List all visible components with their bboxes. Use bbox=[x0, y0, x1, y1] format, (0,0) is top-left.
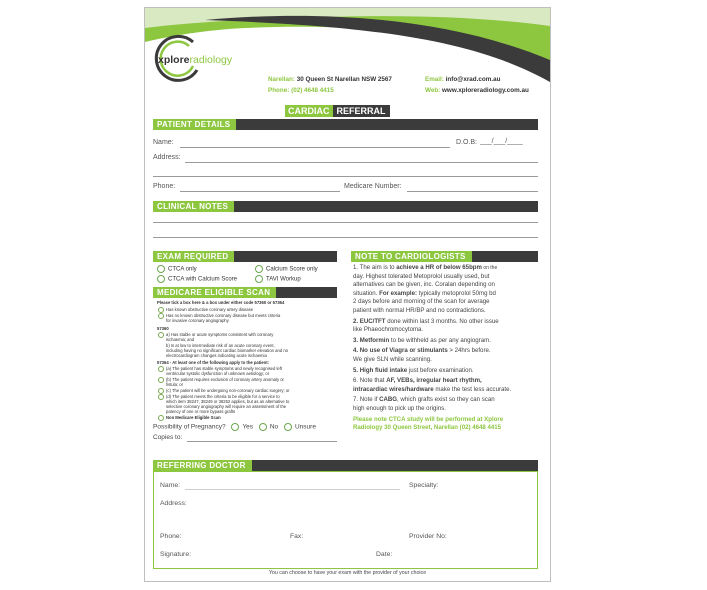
doctor-fax-label: Fax: bbox=[290, 533, 304, 540]
patient-address-field[interactable] bbox=[185, 162, 538, 163]
clinical-notes-line1[interactable] bbox=[153, 222, 538, 223]
patient-name-field[interactable] bbox=[180, 147, 450, 148]
tavi-checkbox[interactable] bbox=[255, 275, 263, 283]
contact-phone: Phone: (02) 4648 4415 bbox=[268, 87, 334, 94]
copies-to-field[interactable] bbox=[187, 441, 337, 442]
patient-address-label: Address: bbox=[153, 154, 181, 161]
doctor-specialty-label: Specialty: bbox=[409, 482, 439, 489]
patient-medicare-label: Medicare Number: bbox=[344, 183, 402, 190]
clinical-notes-line2[interactable] bbox=[153, 237, 538, 238]
referring-doctor-header: REFERRING DOCTOR bbox=[153, 460, 538, 471]
pregnancy-row bbox=[153, 423, 316, 431]
referral-form-page bbox=[144, 7, 551, 582]
code-57360-b2: including having no significant cardiac biomarker elevation and no bbox=[166, 348, 288, 353]
patient-address-line2[interactable] bbox=[153, 176, 538, 177]
code-57364-d2: which item 38247, 38249 or 38252 applies, but as an alternative to bbox=[166, 399, 290, 404]
patient-phone-field[interactable] bbox=[180, 191, 340, 192]
code-57360: 57360 bbox=[157, 326, 169, 331]
pregnancy-no-label: No bbox=[269, 423, 279, 431]
code-57364-d3: selective coronary angiography will require an assessment of the bbox=[166, 404, 287, 409]
patient-medicare-field[interactable] bbox=[407, 191, 538, 192]
contact-email: Email: info@xrad.com.au bbox=[425, 76, 501, 83]
note-footer-1: Please note CTCA study will be performed at Xplore bbox=[353, 415, 504, 423]
no-known-cad-checkbox[interactable] bbox=[158, 313, 164, 319]
note-footer-2: Radiology 30 Queen Street, Narellan (02) 4648 4415 bbox=[353, 424, 502, 432]
code-57364-d4: patency of one or more bypass grafts bbox=[166, 409, 236, 414]
note-cardiologists-header: NOTE TO CARDIOLOGISTS bbox=[351, 251, 538, 262]
referring-doctor-box bbox=[153, 471, 538, 569]
code-57364-a: (a) The patient has stable symptoms and newly recognised left bbox=[166, 366, 283, 371]
code-57364-b2: fistula; or bbox=[166, 382, 183, 387]
exam-option-tavi[interactable]: TAVI Workup bbox=[255, 275, 301, 283]
exam-option-ctca[interactable]: CTCA only bbox=[157, 265, 197, 273]
pregnancy-label: Possibility of Pregnancy? bbox=[153, 423, 226, 431]
medicare-instruction: Please tick a box here & a box under either code 57360 or 57364 bbox=[157, 300, 285, 305]
code-57360-a: a) Has stable or acute symptoms consistent with coronary bbox=[166, 332, 274, 337]
patient-phone-label: Phone: bbox=[153, 183, 176, 190]
pregnancy-yes-radio[interactable] bbox=[231, 423, 239, 431]
code-57364-d-checkbox[interactable] bbox=[158, 394, 164, 400]
patient-dob-label: D.O.B: bbox=[456, 139, 478, 146]
patient-name-label: Name: bbox=[153, 139, 174, 146]
title-cardiac: CARDIAC bbox=[285, 105, 333, 117]
contact-web: Web: www.xploreradiology.com.au bbox=[425, 87, 529, 94]
medicare-scan-header: MEDICARE ELIGIBLE SCAN bbox=[153, 287, 337, 298]
ctca-checkbox[interactable] bbox=[157, 265, 165, 273]
logo-text-light: radiology bbox=[189, 54, 233, 66]
no-known-cad-text-2: for invasive coronary angiography bbox=[166, 318, 229, 323]
code-57364-b: (b) The patient requires exclusion of coronary artery anomaly or bbox=[166, 377, 284, 382]
doctor-provider-label: Provider No: bbox=[409, 533, 447, 540]
code-57364-a-checkbox[interactable] bbox=[158, 366, 164, 372]
pregnancy-unsure-radio[interactable] bbox=[284, 423, 292, 431]
doctor-name-label: Name: bbox=[160, 482, 181, 489]
non-medicare-checkbox[interactable] bbox=[158, 415, 164, 421]
code-57364: 57364 - At least one of the following apply to the patient: bbox=[157, 360, 269, 365]
logo bbox=[153, 34, 243, 84]
title-referral: REFERRAL bbox=[333, 105, 390, 117]
ctca-calcium-checkbox[interactable] bbox=[157, 275, 165, 283]
known-cad-text: Has known obstructive coronary artery disease bbox=[166, 307, 254, 312]
contact-address: Narellan: 30 Queen St Narellan NSW 2567 bbox=[268, 76, 392, 83]
pregnancy-yes-label: Yes bbox=[242, 423, 254, 431]
footer-note: You can choose to have your exam with the provider of your choice bbox=[268, 570, 427, 576]
code-57360-a2: ischaemia; and bbox=[166, 337, 195, 342]
code-57364-c: (c) The patient will be undergoing non-coronary cardiac surgery; or bbox=[166, 388, 290, 393]
patient-details-header: PATIENT DETAILS bbox=[153, 119, 538, 130]
form-title bbox=[285, 101, 390, 116]
code-57364-d: (d) The patient meets the criteria to be eligible for a service to bbox=[166, 394, 280, 399]
code-57364-a2: ventricular systolic dysfunction of unknown aetiology; or bbox=[166, 371, 270, 376]
exam-option-ctca-calcium[interactable]: CTCA with Calcium Score bbox=[157, 275, 237, 283]
code-57360-b3: electrocardiogram changes indicating acute ischaemia bbox=[166, 353, 267, 358]
code-57360-b: b) Is at low to intermediate risk of an acute coronary event, bbox=[166, 343, 275, 348]
code-57360-a-checkbox[interactable] bbox=[158, 332, 164, 338]
doctor-address-label: Address: bbox=[160, 500, 187, 507]
calcium-checkbox[interactable] bbox=[255, 265, 263, 273]
pregnancy-unsure-label: Unsure bbox=[294, 423, 316, 431]
doctor-signature-label: Signature: bbox=[160, 551, 191, 558]
doctor-phone-label: Phone: bbox=[160, 533, 182, 540]
pregnancy-no-radio[interactable] bbox=[259, 423, 267, 431]
no-known-cad-text: Has no known obstructive coronary disease but meets criteria bbox=[166, 313, 281, 318]
non-medicare-text: Non Medicare Eligible Scan bbox=[166, 415, 221, 420]
exam-required-header: EXAM REQUIRED bbox=[153, 251, 337, 262]
note-body: 1. The aim is to achieve a HR of below 65bpm on the day. Highest tolerated Metoprolol usually used, but alternatives can be given, inc. Coralan depending on situation. For example: typically metoprolol 50mg bd 2 days before and morning of the scan for average patient with normal HR/BP and no contradictions. 2. EUC/TFT done within last 3 months. No other issue like Phaeochromocytoma. 3. Metformin to be withheld as per any angiogram. 4. No use of Viagra or stimulants > 24hrs before. We give SLN while scanning. 5. High fluid intake just before examination. 6. Note that AF, VEBs, irregular heart rhythm, intracardiac wires/hardware make the test less accurate. 7. Note if CABG, which grafts exist so they can scan high enough to pick up the origins. Please note CTCA study will be performed at Xplore Radiology 30 Queen Street, Narellan (02) 4648 4415 bbox=[353, 264, 543, 433]
logo-text-bold: xplore bbox=[158, 54, 190, 66]
patient-dob-field[interactable]: ___/___/____ bbox=[480, 138, 523, 145]
code-57364-b-checkbox[interactable] bbox=[158, 377, 164, 383]
copies-to-label: Copies to: bbox=[153, 434, 183, 441]
clinical-notes-header: CLINICAL NOTES bbox=[153, 201, 538, 212]
exam-option-calcium[interactable]: Calcium Score only bbox=[255, 265, 318, 273]
doctor-name-field[interactable] bbox=[185, 489, 400, 490]
doctor-date-label: Date: bbox=[376, 551, 393, 558]
